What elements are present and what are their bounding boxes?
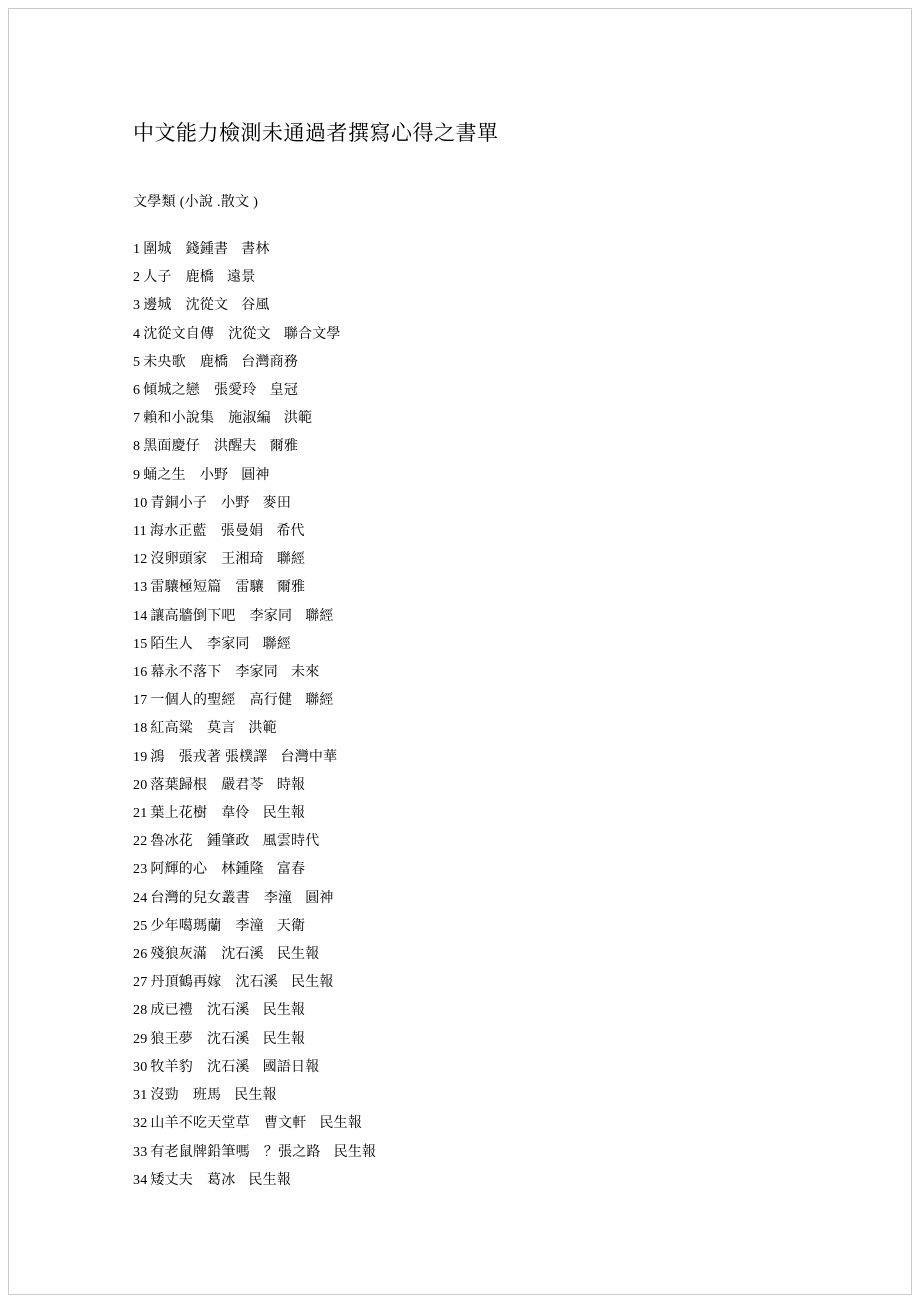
list-item-author: 李家同: [235, 665, 279, 681]
list-item-publisher: 民生報: [262, 1031, 306, 1047]
list-item: [133, 969, 830, 997]
list-item-publisher: 圓神: [305, 890, 334, 906]
list-item-number: 7: [133, 411, 141, 427]
list-item-number: 15: [133, 636, 148, 652]
list-item-author: 沈石溪: [221, 947, 264, 963]
list-item-publisher: 民生報: [276, 947, 320, 963]
list-item-title: 雷驤極短篇: [150, 580, 222, 596]
list-item-title: 紅高粱: [150, 721, 194, 737]
list-item-publisher: 風雲時代: [262, 834, 320, 850]
list-item-publisher: 希代: [276, 524, 305, 540]
list-item-number: 3: [133, 298, 141, 314]
list-item: [133, 913, 830, 941]
list-item: [133, 744, 830, 772]
list-item-publisher: 民生報: [333, 1144, 377, 1160]
list-item-publisher: 遠景: [227, 270, 256, 286]
list-item: [133, 1167, 830, 1195]
list-item-number: 17: [133, 693, 148, 709]
list-item-number: 13: [133, 580, 148, 596]
list-item: [133, 1026, 830, 1054]
list-item-author: 雷驤: [235, 580, 264, 596]
list-item-title: 黑面慶仔: [143, 439, 201, 455]
list-item-number: 32: [133, 1116, 148, 1132]
list-item-publisher: 爾雅: [276, 580, 306, 596]
list-item-number: 4: [133, 326, 141, 342]
list-item: [133, 715, 830, 743]
list-item-title: 牧羊豹: [150, 1059, 194, 1075]
list-item-publisher: 民生報: [319, 1116, 363, 1132]
list-item-author: ？張之路: [263, 1144, 321, 1160]
list-item-number: 12: [133, 552, 148, 568]
list-item: [133, 433, 830, 461]
list-item-author: 洪醒夫: [214, 439, 257, 455]
list-item-number: 29: [133, 1031, 148, 1047]
list-item-title: 海水正藍: [149, 524, 207, 540]
list-item-author: 施淑編: [228, 411, 271, 427]
list-item-title: 圍城: [143, 242, 172, 257]
list-item-title: 矮丈夫: [150, 1172, 194, 1188]
list-item: [133, 518, 830, 546]
list-item: [133, 321, 830, 349]
list-item-publisher: 民生報: [262, 1003, 306, 1019]
list-item-title: 傾城之戀: [143, 383, 201, 399]
list-item-author: 沈石溪: [207, 1003, 250, 1019]
list-item-publisher: 台灣中華: [280, 749, 338, 765]
list-item-publisher: 書林: [241, 242, 270, 257]
list-item-title: 落葉歸根: [150, 777, 208, 793]
list-item-title: 殘狼灰滿: [150, 947, 208, 963]
list-item-title: 狼王夢: [150, 1031, 194, 1047]
list-item-author: 李家同: [207, 636, 250, 652]
list-item-author: 李潼: [263, 890, 293, 906]
list-item-author: 小野: [199, 467, 229, 483]
list-item-author: 小野: [221, 495, 250, 511]
list-item: [133, 941, 830, 969]
list-item-number: 23: [133, 862, 148, 878]
list-item-title: 幕永不落下: [150, 665, 222, 681]
list-item-title: 邊城: [143, 298, 172, 314]
list-item: [133, 264, 830, 292]
list-item-title: 魯冰花: [150, 834, 194, 850]
list-item-publisher: 聯經: [262, 636, 292, 652]
list-item-number: 34: [133, 1172, 148, 1188]
list-item-title: 山羊不吃天堂草: [150, 1116, 250, 1132]
list-item-number: 25: [133, 918, 148, 934]
list-item-title: 沒勁: [150, 1088, 179, 1104]
section-heading: 文學類 (小說 .散文 ): [133, 195, 259, 210]
list-item-author: 鍾肇政: [207, 834, 250, 850]
list-item-title: 鴻: [150, 749, 165, 765]
list-item-author: 張愛玲: [214, 383, 257, 399]
list-item-number: 20: [133, 777, 148, 793]
list-item-title: 阿輝的心: [150, 862, 208, 878]
list-item-number: 2: [133, 270, 141, 286]
list-item-title: 一個人的聖經: [150, 693, 236, 709]
list-item-publisher: 聯經: [305, 693, 334, 709]
list-item-publisher: 民生報: [248, 1172, 292, 1188]
list-item-author: 沈從文: [185, 298, 229, 314]
list-item-publisher: 富春: [276, 862, 306, 878]
list-item-publisher: 國語日報: [262, 1059, 320, 1075]
list-item: [133, 631, 830, 659]
list-item-author: 林鍾隆: [221, 862, 264, 878]
list-item-number: 10: [133, 495, 148, 511]
list-item-number: 8: [133, 439, 141, 455]
list-item-publisher: 聯合文學: [283, 326, 341, 342]
list-item-publisher: 谷風: [241, 298, 270, 314]
list-item-author: 葛冰: [207, 1172, 236, 1188]
list-item-title: 賴和小說集: [143, 411, 215, 427]
list-item-author: 曹文軒: [263, 1116, 307, 1132]
list-item-title: 讓高牆倒下吧: [150, 608, 236, 624]
list-item-author: 沈石溪: [235, 975, 279, 991]
list-item-author: 莫言: [207, 721, 236, 737]
list-item-publisher: 圓神: [241, 467, 270, 483]
list-item-number: 5: [133, 354, 141, 370]
list-item-publisher: 洪範: [283, 411, 313, 427]
list-item: [133, 349, 830, 377]
list-item-title: 陌生人: [150, 636, 194, 652]
list-item: [133, 1082, 830, 1110]
list-item-title: 沒卵頭家: [150, 552, 208, 568]
list-item-author: 張曼娟: [220, 524, 264, 540]
list-item-title: 丹頂鶴再嫁: [150, 975, 222, 991]
list-item: [133, 462, 830, 490]
list-item-number: 31: [133, 1088, 148, 1104]
list-item: [133, 800, 830, 828]
list-item-number: 1: [133, 242, 141, 257]
list-item: [133, 856, 830, 884]
list-item-publisher: 聯經: [305, 608, 334, 624]
list-item: [133, 772, 830, 800]
list-item-number: 16: [133, 665, 148, 681]
list-item: [133, 236, 830, 264]
list-item-author: 沈石溪: [207, 1059, 250, 1075]
list-item-title: 蛹之生: [143, 467, 186, 483]
list-item: [133, 405, 830, 433]
list-item-author: 張戎著 張樸譯: [178, 749, 268, 765]
list-item-number: 22: [133, 834, 148, 850]
book-list: [133, 236, 830, 1195]
list-item-publisher: 台灣商務: [241, 354, 299, 370]
list-item: [133, 687, 830, 715]
list-item-author: 高行健: [249, 693, 293, 709]
list-item-publisher: 民生報: [234, 1088, 277, 1104]
list-item-title: 台灣的兒女叢書: [150, 890, 250, 906]
list-item: [133, 997, 830, 1025]
list-item: [133, 1110, 830, 1138]
list-item-publisher: 民生報: [291, 975, 334, 991]
page-title: 中文能力檢測未通過者撰寫心得之書單: [133, 121, 499, 145]
list-item-number: 11: [133, 524, 147, 540]
list-item-number: 30: [133, 1059, 148, 1075]
list-item-publisher: 聯經: [276, 552, 306, 568]
list-item: [133, 659, 830, 687]
list-item-publisher: 麥田: [262, 495, 292, 511]
list-item-author: 沈從文: [228, 326, 271, 342]
list-item-number: 19: [133, 749, 148, 765]
list-item: [133, 490, 830, 518]
list-item: [133, 546, 830, 574]
list-item-author: 錢鍾書: [185, 242, 229, 257]
list-item-title: 青銅小子: [150, 495, 208, 511]
list-item-number: 24: [133, 890, 148, 906]
list-item-number: 33: [133, 1144, 148, 1160]
list-item-number: 26: [133, 947, 148, 963]
list-item-author: 李家同: [249, 608, 293, 624]
list-item-title: 人子: [143, 270, 172, 286]
list-item-author: 王湘琦: [221, 552, 264, 568]
list-item-publisher: 未來: [291, 665, 320, 681]
list-item-number: 21: [133, 806, 148, 822]
list-item-publisher: 皇冠: [269, 383, 299, 399]
list-item-author: 鹿橋: [185, 270, 215, 286]
list-item-title: 成已禮: [150, 1003, 194, 1019]
list-item-author: 韋伶: [221, 806, 250, 822]
list-item-title: 未央歌: [143, 354, 186, 370]
list-item: [133, 574, 830, 602]
list-item-author: 班馬: [192, 1088, 222, 1104]
list-item-publisher: 洪範: [248, 721, 277, 737]
list-item: [133, 377, 830, 405]
document-content: [133, 118, 830, 1195]
list-item-publisher: 天衛: [276, 918, 306, 934]
list-item: [133, 292, 830, 320]
list-item-author: 李潼: [235, 918, 264, 934]
list-item-title: 有老鼠牌鉛筆嗎: [150, 1144, 250, 1160]
list-item-title: 沈從文自傳: [143, 326, 215, 342]
list-item-number: 27: [133, 975, 148, 991]
list-item-number: 18: [133, 721, 148, 737]
list-item-number: 14: [133, 608, 148, 624]
list-item: [133, 828, 830, 856]
list-item-title: 葉上花樹: [150, 806, 208, 822]
list-item: [133, 1139, 830, 1167]
list-item-author: 沈石溪: [207, 1031, 250, 1047]
list-item: [133, 1054, 830, 1082]
list-item-title: 少年噶瑪蘭: [150, 918, 222, 934]
list-item-author: 嚴君苓: [221, 777, 264, 793]
list-item-number: 6: [133, 383, 141, 399]
list-item-publisher: 民生報: [262, 806, 306, 822]
list-item: [133, 885, 830, 913]
list-item-publisher: 時報: [276, 777, 306, 793]
list-item: [133, 603, 830, 631]
list-item-publisher: 爾雅: [269, 439, 299, 455]
list-item-number: 9: [133, 467, 141, 483]
list-item-author: 鹿橋: [199, 354, 229, 370]
list-item-number: 28: [133, 1003, 148, 1019]
